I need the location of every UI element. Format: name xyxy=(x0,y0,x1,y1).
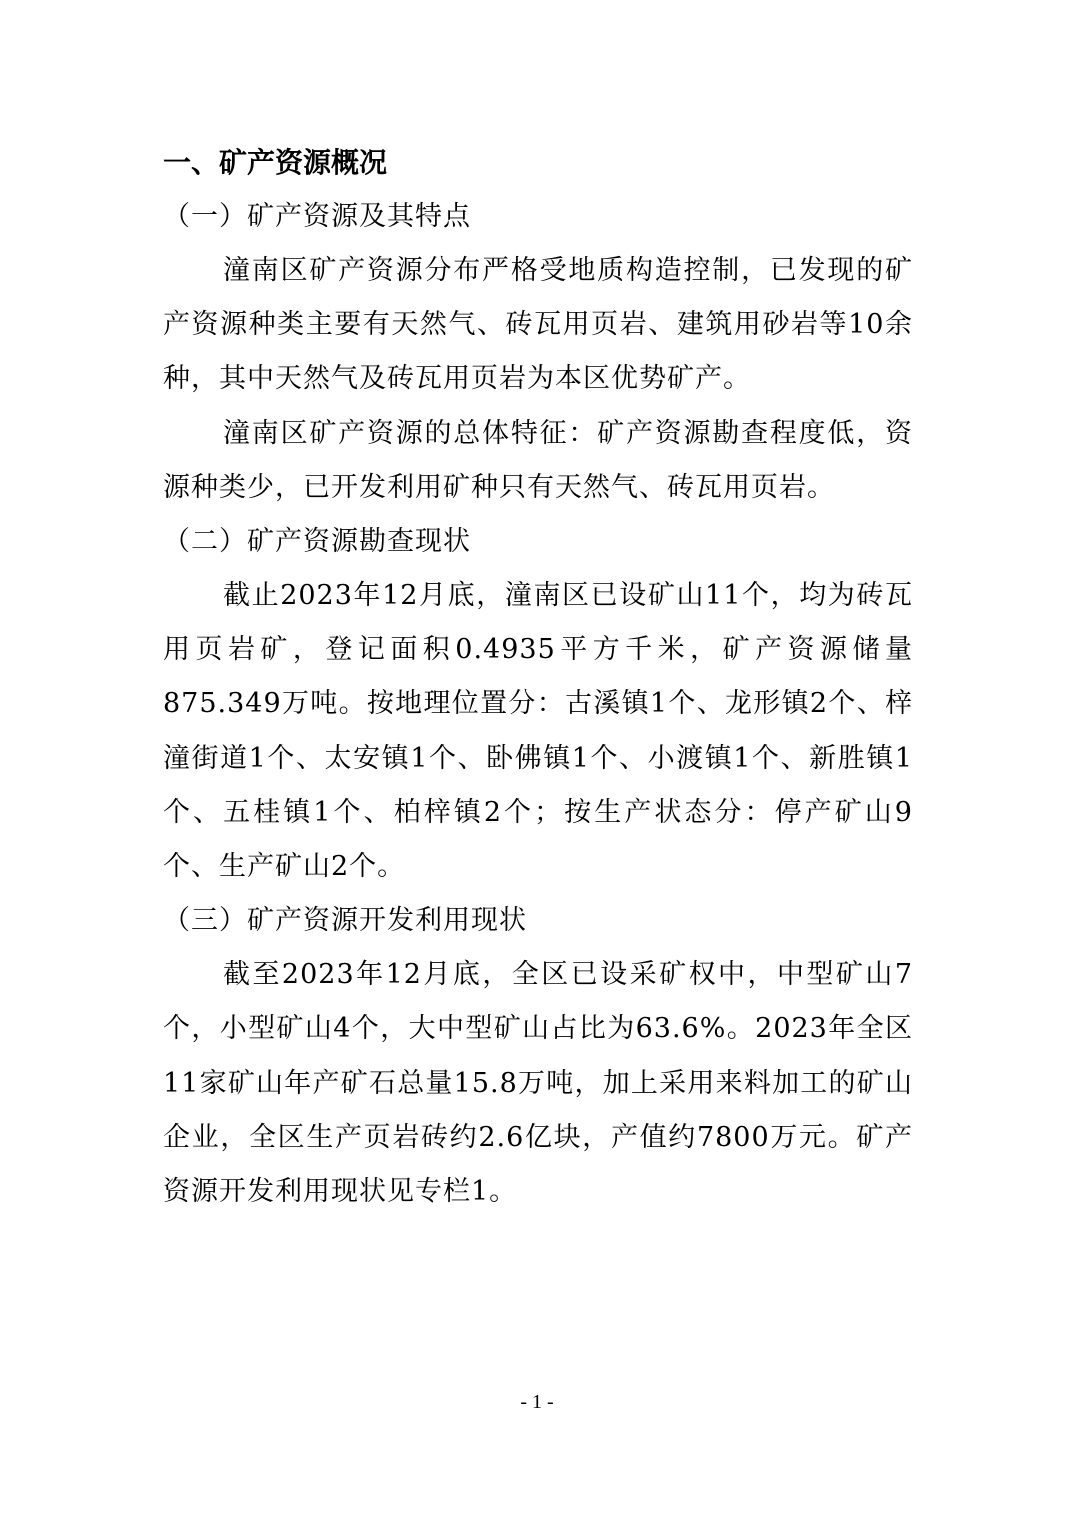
section-title-characteristics: （一）矿产资源及其特点 xyxy=(163,201,471,232)
paragraph-resource-distribution: 潼南区矿产资源分布严格受地质构造控制，已发现的矿产资源种类主要有天然气、砖瓦用页岩、建筑用砂岩等10余种，其中天然气及砖瓦用页岩为本区优势矿产。 xyxy=(163,255,913,395)
document-body xyxy=(163,136,913,1219)
paragraph-overall-features: 潼南区矿产资源的总体特征：矿产资源勘查程度低，资源种类少，已开发利用矿种只有天然气、砖瓦用页岩。 xyxy=(163,417,913,503)
section-title-utilization: （三）矿产资源开发利用现状 xyxy=(163,905,527,937)
page-number: - 1 - xyxy=(520,1391,554,1413)
paragraph-utilization-status: 截至2023年12月底，全区已设采矿权中，中型矿山7个，小型矿山4个，大中型矿山占比为63.6%。2023年全区11家矿山年产矿石总量15.8万吨，加上采用来料加工的矿山企业，全区生产页岩砖约2.6亿块，产值约7800万元。矿产资源开发利用现状见专栏1。 xyxy=(163,959,913,1208)
chapter-heading: 一、矿产资源概况 xyxy=(163,146,388,179)
paragraph-exploration-status: 截止2023年12月底，潼南区已设矿山11个，均为砖瓦用页岩矿，登记面积0.4935平方千米，矿产资源储量875.349万吨。按地理位置分：古溪镇1个、龙形镇2个、梓潼街道1个、太安镇1个、卧佛镇1个、小渡镇1个、新胜镇1个、五桂镇1个、柏梓镇2个；按生产状态分：停产矿山9个、生产矿山2个。 xyxy=(163,580,913,883)
section-title-exploration: （二）矿产资源勘查现状 xyxy=(163,526,471,558)
